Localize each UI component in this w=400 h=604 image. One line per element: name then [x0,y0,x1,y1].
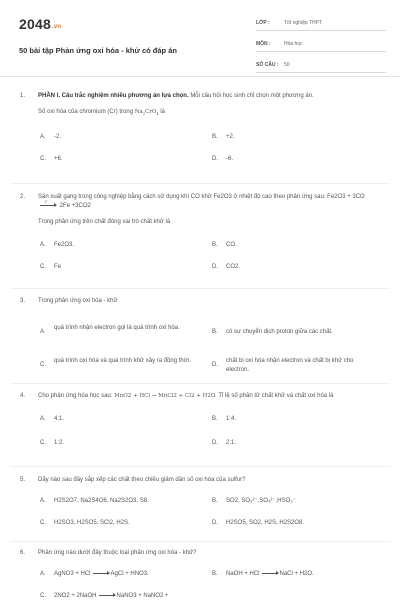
page-title: 50 bài tập Phản ứng oxi hóa - khử có đáp án [19,46,177,55]
option-c[interactable]: C. 1:2. [40,440,65,446]
options [40,491,378,531]
question-text: Phản ứng nào dưới đây thuộc loại phản ứng oxi hóa - khử? [38,550,197,556]
divider [10,183,390,184]
chemical-formula: $Na_2CrO_4$ [134,109,159,117]
header-divider [0,76,400,77]
option-a[interactable]: A. H2S2O7, Na2S4O6, Na2S2O3, S8. [40,498,149,504]
option-d[interactable]: D. H2SO5, SO2, H2S, H2S2O8. [212,520,305,526]
option-a[interactable]: A. AgNO3 + HCl AgCl + HNO3. [40,571,149,577]
option-b[interactable]: B. 1:4. [212,416,237,422]
meta-row-count: SỐ CÂU : 50 [256,58,386,73]
site-logo[interactable]: 2048.vn [19,16,62,32]
option-c[interactable]: C. quá trình oxi hóa và quá trình khử xảy ra đồng thời. [40,358,191,368]
divider [10,383,390,384]
option-a[interactable]: A. 4:1. [40,416,65,422]
meta-row-class: LỚP : Tốt nghiệp THPT [256,16,386,31]
question-text: PHẦN I. Câu trắc nghiệm nhiều phương án lựa chọn. Mỗi câu hỏi học sinh chỉ chọn một phương án. [38,93,314,99]
option-c[interactable]: C. Fe [40,264,62,270]
question-text: Sản xuất gang trong công nghiệp bằng cách sử dụng khí CO khử Fe2O3 ở nhiệt độ cao theo phản ứng sau: Fe2O3 + 3CO t° 2Fe +3CO2 [38,194,365,209]
options [40,564,378,604]
question-text: Dãy nào sau đây sắp xếp các chất theo chiều giảm dần số oxi hóa của sulfur? [38,477,246,483]
question-3: 3. Trong phản ứng oxi hóa - khử A. quá trình nhận electron gọi là quá trình oxi hóa. B. có sự chuyển dịch proton giữa các chất. C. quá trình oxi hóa và quá trình khử xảy ra đồng thời. D. chất bị oxi hóa nhận electron và chất bị khử cho electron. [16,297,378,376]
option-a[interactable]: A. quá trình nhận electron gọi là quá trình oxi hóa. [40,325,180,335]
option-b[interactable]: B. CO. [212,242,237,248]
meta-row-subject: MÔN : Hóa học [256,37,386,52]
option-d[interactable]: D. CO2. [212,264,241,270]
option-c[interactable]: C. H2SO3, H2SO5, SCl2, H2S. [40,520,130,526]
question-text: Trong phản ứng oxi hóa - khử [38,298,118,304]
option-d[interactable]: D. chất bị oxi hóa nhận electron và chất bị khử cho electron. [212,358,354,373]
reaction-arrow [262,573,278,574]
divider [10,466,390,467]
option-a[interactable]: A. -2. [40,134,62,141]
option-b[interactable]: B. SO2, SO₃²⁻,SO₄²⁻,HSO₃⁻ [212,498,296,504]
divider [10,541,390,542]
option-b[interactable]: B. +2. [212,134,235,141]
question-5: 5. Dãy nào sau đây sắp xếp các chất theo chiều giảm dần số oxi hóa của sulfur? A. H2S2O7, Na2S4O6, Na2S2O3, S8. B. SO2, SO₃²⁻,SO₄²⁻,HSO₃⁻ C. H2SO3, H2SO5, SCl2, H2S. D. H2SO5, SO2, H2S, H2S2O8. [16,476,378,531]
header [16,14,386,68]
question-text: Cho phản ứng hóa học sau: MnO2 + HCl → MnCl2 + Cl2 + H2O. Tỉ lệ số phân tử chất khử và chất oxi hóa là [38,393,334,399]
meta-table [256,16,386,79]
chemical-equation: MnO2 + HCl → MnCl2 + Cl2 + H2O. [114,393,217,399]
question-1: 1. PHẦN I. Câu trắc nghiệm nhiều phương án lựa chọn. Mỗi câu hỏi học sinh chỉ chọn một phương án. Số oxi hóa của chromium (Cr) trong $Na_2CrO_4$ là A. -2. B. +2. C. +6. D. -6. [16,92,378,163]
reaction-arrow [93,573,109,574]
options [40,235,378,275]
question-2: 2. Sản xuất gang trong công nghiệp bằng cách sử dụng khí CO khử Fe2O3 ở nhiệt độ cao theo phản ứng sau: Fe2O3 + 3CO t° 2Fe +3CO2 Trong phản ứng trên chất đóng vai trò chất khử là A. Fe2O3. B. CO. C. Fe D. CO2. [16,193,378,275]
reaction-arrow: t° [38,202,58,211]
options [40,316,378,376]
question-6: 6. Phản ứng nào dưới đây thuộc loại phản ứng oxi hóa - khử? A. AgNO3 + HCl AgCl + HNO3. B. NaOH + HCl NaCl + H2O. C. 2NO2 + 2NaOH NaNO3 + NaNO2 + [16,549,378,604]
option-b[interactable]: B. NaOH + HCl NaCl + H2O. [212,571,314,577]
option-d[interactable]: D. 2:1. [212,440,237,446]
options [40,127,378,163]
question-stem: Trong phản ứng trên chất đóng vai trò chất khử là [38,219,171,225]
option-a[interactable]: A. Fe2O3. [40,242,75,248]
option-c[interactable]: C. 2NO2 + 2NaOH NaNO3 + NaNO2 + [40,593,169,599]
options [40,409,378,449]
option-b[interactable]: B. có sự chuyển dịch proton giữa các chất. [212,329,333,335]
reaction-arrow [99,595,115,596]
question-4: 4. Cho phản ứng hóa học sau: MnO2 + HCl → MnCl2 + Cl2 + H2O. Tỉ lệ số phân tử chất khử và chất oxi hóa là A. 4:1. B. 1:4. C. 1:2. D. 2:1. [16,392,378,449]
option-d[interactable]: D. -6. [212,156,234,163]
question-stem: Số oxi hóa của chromium (Cr) trong $Na_2CrO_4$ là [38,109,165,117]
option-c[interactable]: C. +6. [40,156,63,163]
divider [10,288,390,289]
